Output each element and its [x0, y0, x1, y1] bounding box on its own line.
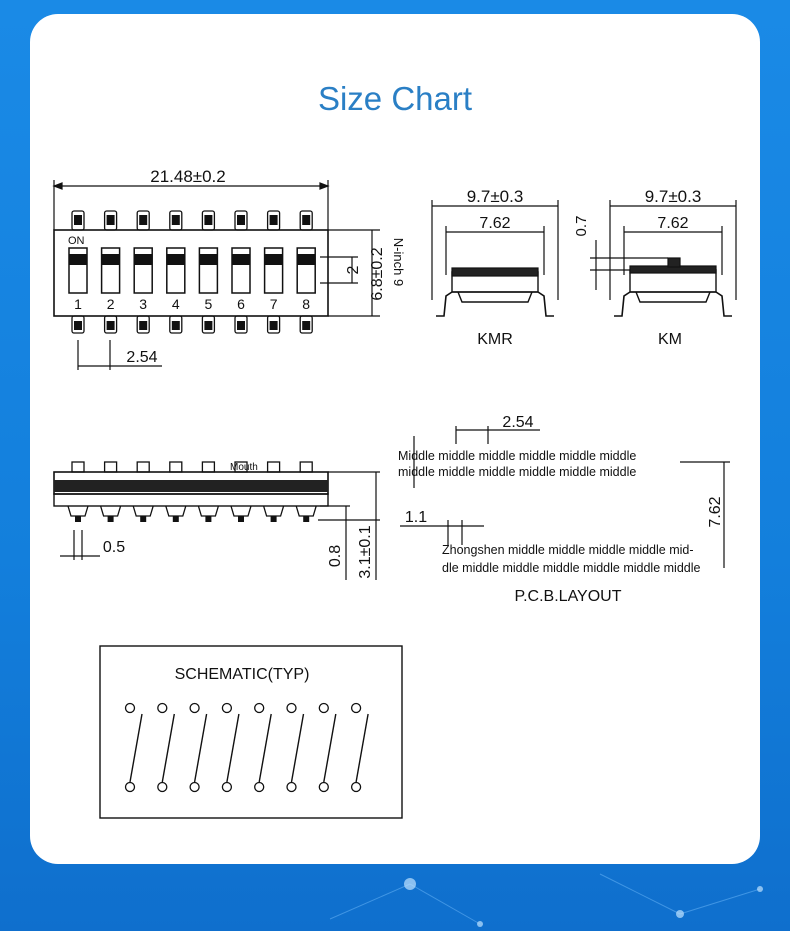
switch-number: 5	[204, 296, 213, 312]
schematic-label: SCHEMATIC(TYP)	[174, 666, 310, 683]
switch-number: 8	[302, 296, 311, 312]
schematic-switch	[222, 704, 239, 792]
schematic-switch	[190, 704, 207, 792]
pcb-height-dim: 7.62	[707, 496, 724, 528]
side-label: N-inch 9	[391, 237, 406, 287]
background-decoration	[0, 864, 790, 931]
pcb-text-4: dle middle middle middle middle middle middle	[442, 561, 701, 575]
switch-number: 4	[171, 296, 180, 312]
mouth-label: Mouth	[230, 462, 258, 473]
pcb-text-3: Zhongshen middle middle middle middle mid-	[442, 543, 694, 557]
schematic-switch	[158, 704, 175, 792]
pitch-dim: 2.54	[126, 349, 158, 366]
switch-number: 2	[106, 296, 115, 312]
pcb-layout-label: P.C.B.LAYOUT	[514, 588, 622, 605]
pcb-pitch-dim: 2.54	[502, 414, 534, 431]
schematic-switch	[287, 704, 304, 792]
on-label: ON	[68, 235, 85, 247]
switch-number: 7	[269, 296, 278, 312]
switch-number: 6	[237, 296, 245, 312]
km-height-dim: 0.7	[573, 215, 590, 237]
schematic-switch	[126, 704, 143, 792]
gap-dim: 2	[345, 265, 362, 275]
height-dim: 6.8±0.2	[369, 247, 386, 301]
pcb-text-1: Middle middle middle middle middle middle	[398, 449, 637, 463]
switch-number: 3	[139, 296, 148, 312]
switch-number: 1	[74, 296, 82, 312]
side-pin-dim: 0.5	[102, 539, 126, 556]
pcb-text-2: middle middle middle middle middle middle	[398, 465, 637, 479]
km-width-dim: 9.7±0.3	[644, 187, 702, 206]
schematic-switch	[255, 704, 272, 792]
schematic-switches	[126, 704, 369, 792]
kmr-label: KMR	[477, 331, 513, 348]
top-width-dim: 21.48±0.2	[150, 167, 226, 186]
km-label: KM	[658, 331, 682, 348]
pcb-hole-dim: 1.1	[404, 509, 428, 526]
page-title: Size Chart	[317, 80, 473, 117]
kmr-inner-dim: 7.62	[479, 215, 511, 232]
km-inner-dim: 7.62	[657, 215, 689, 232]
side-h1-dim: 0.8	[327, 544, 344, 568]
kmr-width-dim: 9.7±0.3	[466, 187, 524, 206]
schematic-switch	[352, 704, 369, 792]
schematic-switch	[319, 704, 336, 792]
side-h2-dim: 3.1±0.1	[357, 525, 374, 579]
